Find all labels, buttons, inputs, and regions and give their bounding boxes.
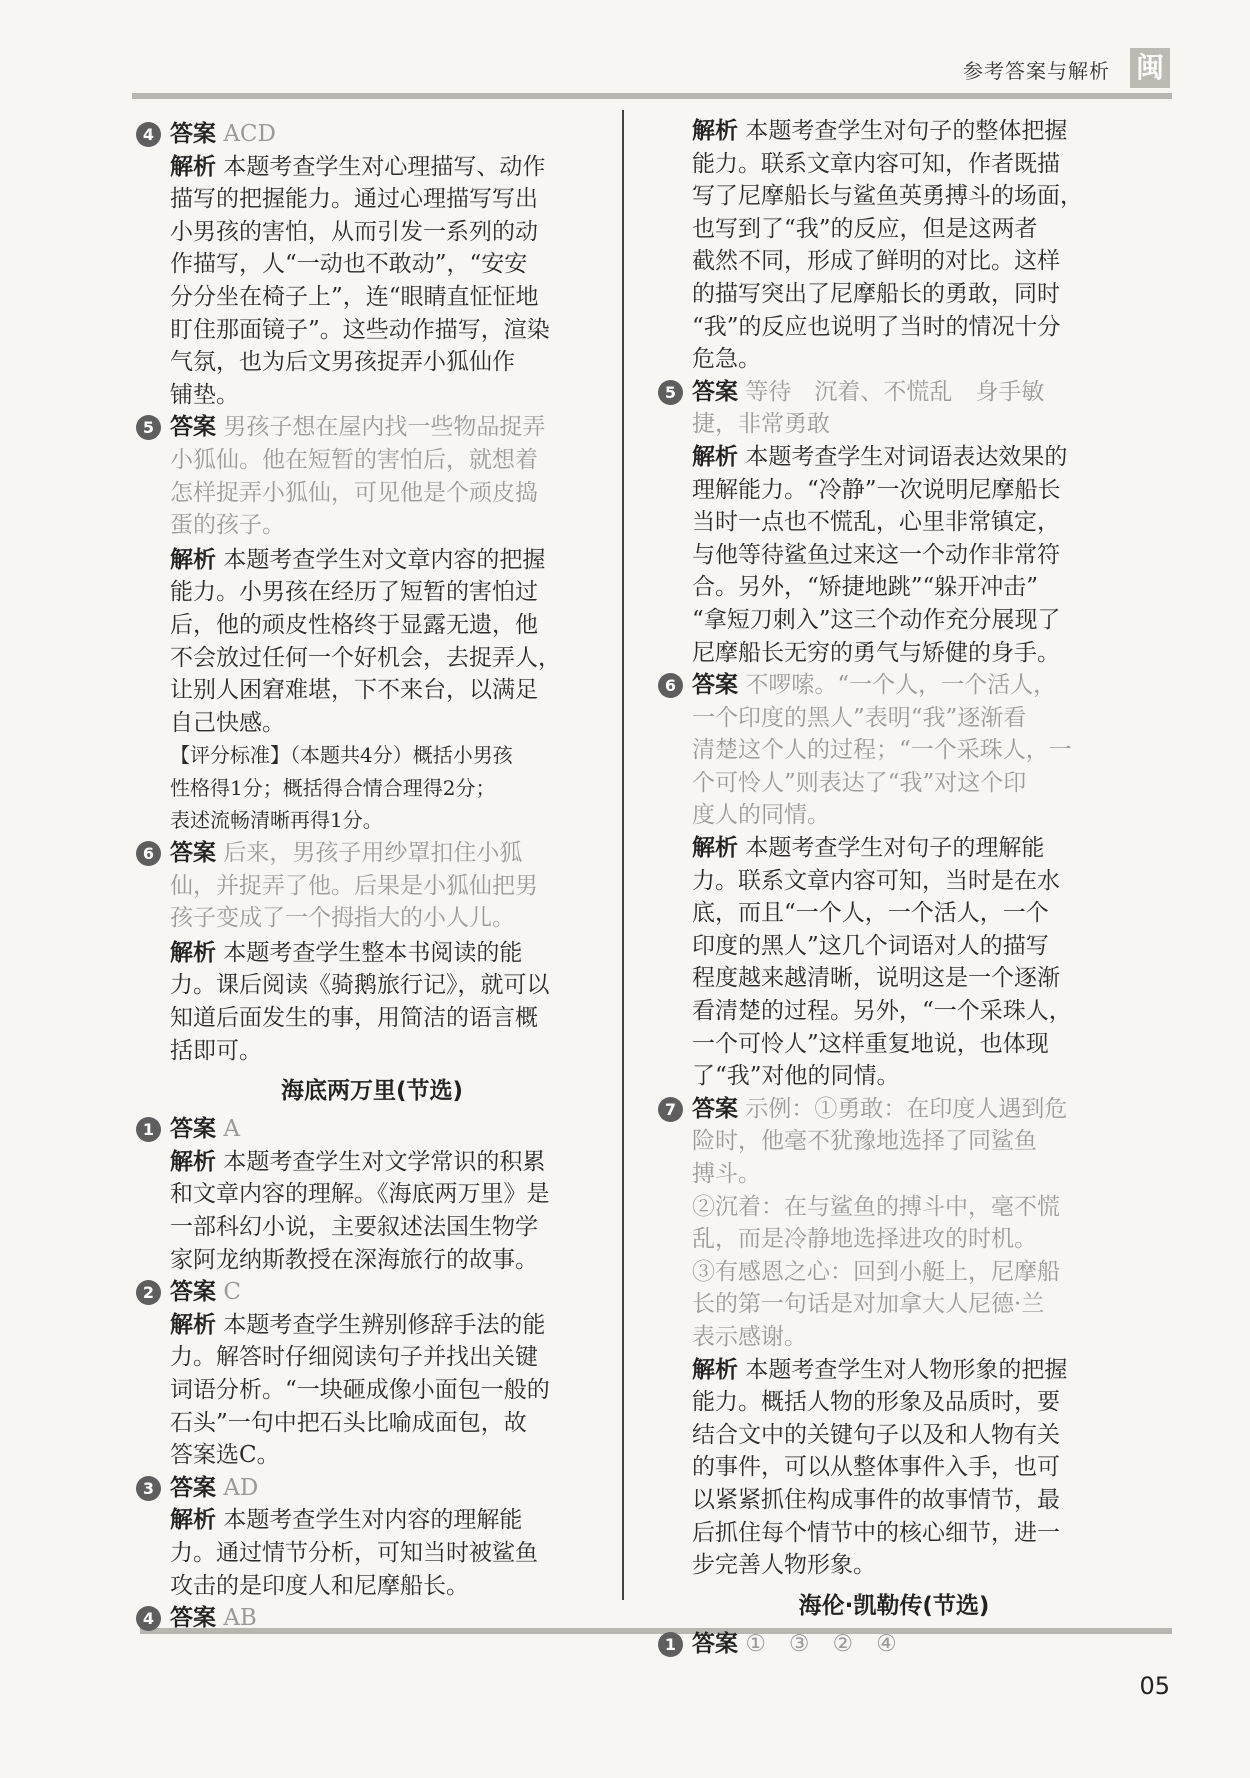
question-6-section2	[660, 669, 1128, 1093]
question-4-section2	[138, 1602, 606, 1635]
analysis-line: 解析 本题考查学生对人物形象的把握	[692, 1356, 1068, 1383]
question-number: 4	[136, 1606, 161, 1631]
question-number: 5	[658, 380, 683, 405]
section-title: 海底两万里(节选)	[280, 1078, 464, 1105]
answer-label: 答案	[170, 840, 216, 867]
answer-line: 答案 等待 沉着、不慌乱 身手敏	[692, 378, 1045, 405]
analysis-label: 解析	[170, 546, 216, 573]
answer-label: 答案	[692, 1630, 738, 1657]
question-number: 5	[136, 415, 161, 440]
analysis-line: 攻击的是印度人和尼摩船长。	[170, 1572, 469, 1599]
analysis-line: 气氛，也为后文男孩捉弄小狐仙作	[170, 349, 515, 376]
analysis-line: 描写的把握能力。通过心理描写写出	[170, 186, 538, 213]
column-divider	[622, 110, 624, 1600]
analysis-line: 力。解答时仔细阅读句子并找出关键	[170, 1344, 538, 1371]
analysis-line: 自己快感。	[170, 709, 285, 736]
analysis-line: 也写到了“我”的反应，但是这两者	[692, 215, 1038, 242]
question-1-section3	[660, 1628, 1128, 1661]
answer-line: 答案 C	[170, 1279, 241, 1306]
answer-line: 度人的同情。	[692, 802, 830, 829]
region-badge: 闽	[1130, 48, 1170, 88]
header-title: 参考答案与解析	[963, 59, 1110, 83]
analysis-line: 不会放过任何一个好机会，去捉弄人，	[170, 644, 561, 671]
analysis-line: 括即可。	[170, 1037, 262, 1064]
right-column	[660, 115, 1128, 1660]
question-number: 2	[136, 1280, 161, 1305]
answer-line: 怎样捉弄小狐仙，可见他是个顽皮捣	[170, 479, 538, 506]
page-number: 05	[1139, 1672, 1170, 1700]
analysis-line: 小男孩的害怕，从而引发一系列的动	[170, 218, 538, 245]
analysis-line: 铺垫。	[170, 381, 239, 408]
question-5	[138, 411, 606, 837]
question-4-analysis	[660, 115, 1128, 376]
analysis-line: 盯住那面镜子”。这些动作描写，渲染	[170, 316, 550, 343]
analysis-line: 解析 本题考查学生辨别修辞手法的能	[170, 1311, 546, 1338]
answer-line: 答案 不啰嗦。“一个人，一个活人，	[692, 672, 1057, 699]
question-number: 4	[136, 122, 161, 147]
analysis-line: 能力。联系文章内容可知，作者既描	[692, 150, 1060, 177]
analysis-line: 力。联系文章内容可知，当时是在水	[692, 867, 1060, 894]
answer-label: 答案	[170, 1116, 216, 1143]
answer-label: 答案	[170, 121, 216, 147]
analysis-line: 程度越来越清晰，说明这是一个逐渐	[692, 965, 1060, 992]
answer-line: 个可怜人”则表达了“我”对这个印	[692, 769, 1027, 796]
answer-line: 孩子变成了一个拇指大的小人儿。	[170, 905, 515, 932]
analysis-line: 解析 本题考查学生整本书阅读的能	[170, 939, 523, 966]
analysis-line: 词语分析。“一块砸成像小面包一般的	[170, 1376, 550, 1403]
section-title: 海伦·凯勒传(节选)	[798, 1592, 990, 1619]
analysis-label: 解析	[692, 118, 738, 144]
analysis-line: 以紧紧抓住构成事件的故事情节，最	[692, 1486, 1060, 1513]
analysis-line: 看清楚的过程。另外，“一个采珠人，	[692, 998, 1072, 1025]
analysis-line: 力。课后阅读《骑鹅旅行记》，就可以	[170, 972, 550, 999]
analysis-line: 石头”一句中把石头比喻成面包，故	[170, 1409, 527, 1436]
answer-line: ②沉着：在与鲨鱼的搏斗中，毫不慌	[692, 1193, 1060, 1220]
analysis-line: 步完善人物形象。	[692, 1552, 876, 1579]
analysis-line: 后，他的顽皮性格终于显露无遗，他	[170, 611, 538, 638]
analysis-label: 解析	[170, 153, 216, 180]
answer-line: 答案 ① ③ ② ④	[692, 1630, 897, 1657]
analysis-line: 家阿龙纳斯教授在深海旅行的故事。	[170, 1246, 538, 1273]
answer-line: 答案 后来，男孩子用纱罩扣住小狐	[170, 840, 523, 867]
analysis-line: 截然不同，形成了鲜明的对比。这样	[692, 248, 1060, 275]
answer-label: 答案	[692, 672, 738, 699]
question-7-section2	[660, 1093, 1128, 1582]
analysis-line: 了“我”对他的同情。	[692, 1063, 900, 1090]
analysis-line: 的事件，可以从整体事件入手，也可	[692, 1454, 1060, 1481]
analysis-line: 解析 本题考查学生对句子的理解能	[692, 835, 1045, 862]
answer-line: 答案 男孩子想在屋内找一些物品捉弄	[170, 414, 546, 441]
analysis-line: 解析 本题考查学生对词语表达效果的	[692, 443, 1068, 470]
question-6	[138, 837, 606, 1067]
analysis-line: 作描写，人“一动也不敢动”，“安安	[170, 251, 528, 278]
question-3	[138, 1472, 606, 1602]
analysis-line: 印度的黑人”这几个词语对人的描写	[692, 932, 1049, 959]
analysis-label: 解析	[170, 1311, 216, 1338]
analysis-line: 力。通过情节分析，可知当时被鲨鱼	[170, 1539, 538, 1566]
analysis-line: 与他等待鲨鱼过来这一个动作非常符	[692, 541, 1060, 568]
answer-label: 答案	[170, 1279, 216, 1306]
question-4	[138, 118, 606, 411]
analysis-line: 解析 本题考查学生对文章内容的把握	[170, 546, 546, 573]
analysis-line: “我”的反应也说明了当时的情况十分	[692, 313, 1061, 340]
analysis-label: 解析	[692, 835, 738, 862]
question-1	[138, 1113, 606, 1276]
scoring-line: 性格得1分；概括得合情合理得2分；	[170, 775, 496, 800]
answer-line: 险时，他毫不犹豫地选择了同鲨鱼	[692, 1128, 1037, 1155]
analysis-line: “拿短刀刺入”这三个动作充分展现了	[692, 606, 1061, 633]
answer-line: 仙，并捉弄了他。后果是小狐仙把男	[170, 872, 538, 899]
analysis-line: 理解能力。“冷静”一次说明尼摩船长	[692, 476, 1061, 503]
analysis-line: 解析 本题考查学生对句子的整体把握	[692, 118, 1068, 144]
scoring-line: 【评分标准】（本题共4分）概括小男孩	[170, 743, 513, 768]
analysis-label: 解析	[170, 939, 216, 966]
answer-line: 答案 AD	[170, 1474, 259, 1501]
analysis-line: 解析 本题考查学生对文学常识的积累	[170, 1148, 546, 1175]
answer-line: 长的第一句话是对加拿大人尼德·兰	[692, 1291, 1045, 1318]
question-number: 7	[658, 1097, 683, 1122]
question-number: 6	[658, 673, 683, 698]
answer-label: 答案	[170, 1474, 216, 1501]
answer-text: ACD	[223, 121, 276, 147]
analysis-line: 知道后面发生的事，用简洁的语言概	[170, 1005, 538, 1032]
analysis-label: 解析	[692, 1356, 738, 1383]
analysis-line: 解析 本题考查学生对心理描写、动作	[170, 153, 546, 180]
analysis-line: 能力。概括人物的形象及品质时，要	[692, 1389, 1060, 1416]
answer-label: 答案	[170, 1605, 216, 1632]
answer-line: 搏斗。	[692, 1161, 761, 1187]
answer-line	[170, 118, 606, 151]
analysis-line: 和文章内容的理解。《海底两万里》是	[170, 1181, 550, 1208]
answer-line: 乱，而是冷静地选择进攻的时机。	[692, 1226, 1037, 1253]
analysis-line: 合。另外，“矫捷地跳”“躲开冲击”	[692, 574, 1039, 601]
analysis-line: 分分坐在椅子上”，连“眼睛直怔怔地	[170, 283, 539, 310]
analysis-line: 尼摩船长无穷的勇气与矫健的身手。	[692, 639, 1060, 666]
analysis-line: 解析 本题考查学生对内容的理解能	[170, 1507, 523, 1534]
question-2	[138, 1276, 606, 1472]
answer-line: 捷，非常勇敢	[692, 411, 830, 438]
analysis-line: 一部科幻小说，主要叙述法国生物学	[170, 1214, 538, 1240]
question-number: 1	[136, 1117, 161, 1142]
left-column	[138, 118, 606, 1635]
answer-label: 答案	[692, 378, 738, 405]
answer-label: 答案	[692, 1095, 738, 1122]
analysis-line: 写了尼摩船长与鲨鱼英勇搏斗的场面，	[692, 183, 1083, 210]
analysis-line: 能力。小男孩在经历了短暂的害怕过	[170, 579, 538, 606]
answer-line: 表示感谢。	[692, 1323, 807, 1350]
scoring-line: 表述流畅清晰再得1分。	[170, 808, 383, 833]
analysis-line: 当时一点也不慌乱，心里非常镇定，	[692, 509, 1060, 536]
answer-line: ③有感恩之心：回到小艇上，尼摩船	[692, 1258, 1060, 1285]
answer-line: 小狐仙。他在短暂的害怕后，就想着	[170, 446, 538, 473]
answer-line: 答案 示例：①勇敢：在印度人遇到危	[692, 1095, 1068, 1122]
question-number: 1	[658, 1632, 683, 1657]
answer-line: 答案 A	[170, 1116, 240, 1143]
analysis-line: 底，而且“一个人，一个活人，一个	[692, 900, 1049, 927]
top-rule	[132, 93, 1172, 99]
analysis-label: 解析	[170, 1507, 216, 1534]
analysis-line: 让别人困窘难堪，下不来台，以满足	[170, 677, 538, 704]
analysis-label: 解析	[692, 443, 738, 470]
answer-label: 答案	[170, 414, 216, 441]
analysis-label: 解析	[170, 1148, 216, 1175]
analysis-line: 危急。	[692, 346, 761, 373]
question-number: 6	[136, 841, 161, 866]
analysis-line: 后抓住每个情节中的核心细节，进一	[692, 1519, 1060, 1546]
analysis-line: 答案选C。	[170, 1442, 280, 1469]
answer-line: 一个印度的黑人”表明“我”逐渐看	[692, 704, 1027, 731]
answer-line: 蛋的孩子。	[170, 512, 285, 539]
analysis-line: 的描写突出了尼摩船长的勇敢，同时	[692, 280, 1060, 307]
answer-line: 清楚这个人的过程；“一个采珠人，一	[692, 737, 1072, 764]
question-number: 3	[136, 1476, 161, 1501]
analysis-line: 结合文中的关键句子以及和人物有关	[692, 1421, 1060, 1448]
answer-line: 答案 AB	[170, 1605, 257, 1632]
analysis-line: 一个可怜人”这样重复地说，也体现	[692, 1030, 1049, 1057]
question-5-section2	[660, 376, 1128, 669]
